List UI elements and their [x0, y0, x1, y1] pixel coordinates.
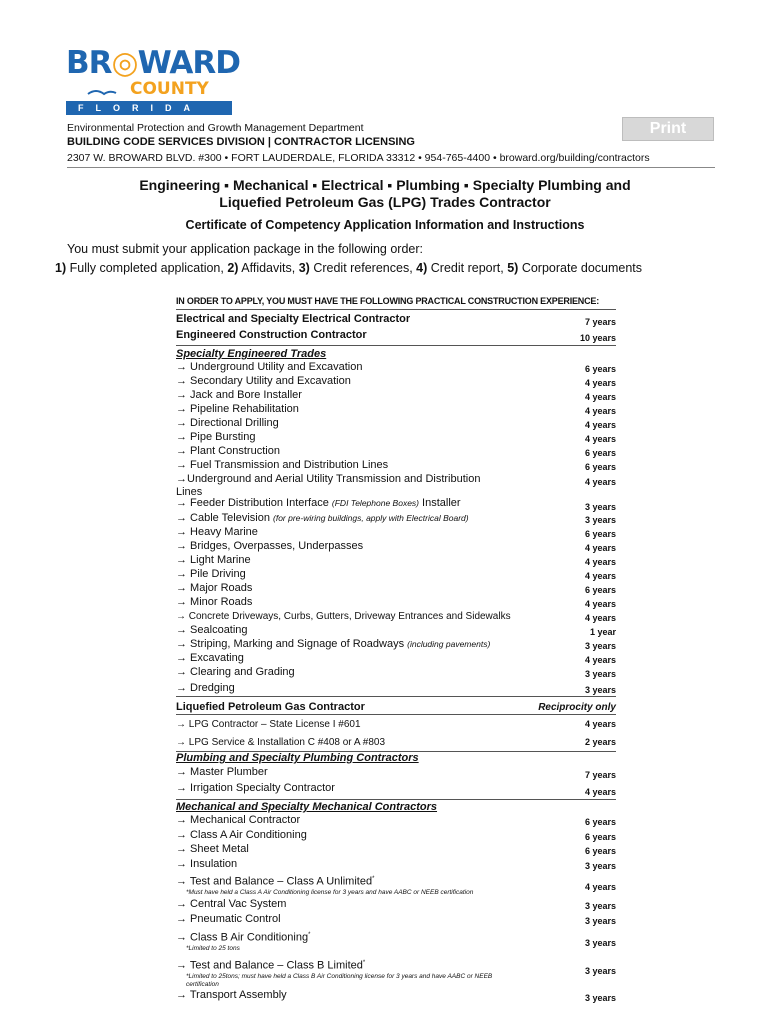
section-divider	[176, 696, 616, 697]
submission-order	[55, 261, 642, 275]
requirement-row	[176, 526, 616, 539]
requirement-note: *Limited to 25tons; must have held a Class B Air Conditioning license for 3 years and have AABC or NEEB certification	[186, 972, 493, 988]
section-divider	[176, 345, 616, 346]
requirement-label: → Underground Utility and Excavation	[176, 361, 363, 373]
section-divider	[176, 309, 616, 310]
requirement-years: 3 years	[584, 515, 616, 525]
requirement-row	[176, 638, 616, 651]
requirement-label: → Excavating	[176, 652, 244, 664]
logo-wordmark: BR◎WARD	[66, 45, 240, 81]
requirement-label: → Transport Assembly	[176, 989, 287, 1001]
requirement-row	[176, 459, 616, 472]
requirement-years: 3 years	[584, 685, 616, 695]
requirement-years: 3 years	[584, 993, 616, 1003]
requirement-years: 4 years	[584, 571, 616, 581]
requirement-years: 3 years	[584, 669, 616, 679]
requirement-label: → Central Vac System	[176, 898, 287, 910]
requirement-years: 6 years	[584, 832, 616, 842]
requirement-years: 6 years	[584, 817, 616, 827]
plumbing-heading: Plumbing and Specialty Plumbing Contractors	[176, 752, 419, 764]
requirement-row	[176, 766, 616, 779]
requirement-row	[176, 913, 616, 926]
requirement-years: 2 years	[584, 737, 616, 747]
requirement-label	[176, 512, 556, 525]
requirement-years: 3 years	[584, 502, 616, 512]
requirement-row	[176, 582, 616, 595]
requirement-text: → Feeder Distribution Interface	[176, 497, 332, 509]
requirement-label: → Jack and Bore Installer	[176, 389, 302, 401]
requirement-row	[176, 417, 616, 430]
footnote-mark: *	[308, 932, 311, 938]
requirement-years: 4 years	[584, 406, 616, 416]
requirement-row	[176, 497, 616, 510]
requirement-label: → Sheet Metal	[176, 843, 249, 855]
requirement-label: → Fuel Transmission and Distribution Lines	[176, 459, 389, 471]
requirement-row	[176, 403, 616, 416]
requirement-label: → Pile Driving	[176, 568, 246, 580]
division-name: BUILDING CODE SERVICES DIVISION | CONTRACTOR LICENSING	[67, 136, 415, 148]
requirement-label: → Minor Roads	[176, 596, 253, 608]
order-item: Credit references,	[313, 261, 413, 275]
requirement-row	[176, 858, 616, 871]
requirement-row	[176, 814, 616, 827]
lpg-heading-row	[176, 701, 616, 714]
order-num: 2)	[227, 261, 239, 275]
requirement-note: (including pavements)	[407, 639, 491, 649]
mechanical-heading: Mechanical and Specialty Mechanical Contractors	[176, 801, 438, 813]
requirement-row	[176, 718, 616, 731]
requirement-row	[176, 898, 616, 911]
requirement-note: *Must have held a Class A Air Conditioning license for 3 years and have AABC or NEEB certification	[186, 888, 474, 896]
department-name: Environmental Protection and Growth Management Department	[67, 122, 364, 134]
requirement-row	[176, 782, 616, 795]
requirement-label: → Plant Construction	[176, 445, 280, 457]
requirement-label: → Secondary Utility and Excavation	[176, 375, 351, 387]
requirement-years: 1 year	[589, 627, 616, 637]
requirement-years: 6 years	[584, 585, 616, 595]
order-num: 4)	[416, 261, 428, 275]
requirement-note: (FDI Telephone Boxes)	[331, 498, 419, 508]
requirement-label: → LPG Contractor – State License I #601	[176, 719, 361, 730]
requirement-label: →Underground and Aerial Utility Transmission and Distribution Lines	[176, 473, 481, 498]
footnote-mark: *	[362, 960, 366, 966]
requirement-row	[176, 624, 616, 637]
footnote-mark: *	[372, 876, 375, 882]
broward-county-logo	[66, 45, 240, 116]
requirement-text: → Cable Television	[176, 512, 274, 524]
page-title-line2: Liquefied Petroleum Gas (LPG) Trades Contractor	[219, 194, 551, 210]
order-num: 3)	[298, 261, 310, 275]
requirement-row	[176, 473, 616, 499]
requirement-row	[176, 596, 616, 609]
order-item: Fully completed application,	[69, 261, 224, 275]
requirement-years: 4 years	[584, 557, 616, 567]
requirement-label: Engineered Construction Contractor	[176, 329, 367, 341]
requirement-label: → Light Marine	[176, 554, 251, 566]
requirement-row	[176, 843, 616, 856]
requirement-label	[176, 957, 506, 973]
intro-text: You must submit your application package in the following order:	[67, 242, 423, 256]
requirement-label: → Major Roads	[176, 582, 253, 594]
requirement-years: 4 years	[584, 434, 616, 444]
header-divider	[67, 167, 715, 168]
section-divider	[176, 799, 616, 800]
requirement-text: → Test and Balance – Class B Limited	[176, 959, 363, 972]
requirement-years: 4 years	[584, 543, 616, 553]
requirement-years: 6 years	[584, 448, 616, 458]
requirement-years: 4 years	[584, 599, 616, 609]
requirement-row	[176, 957, 616, 989]
requirement-row	[176, 568, 616, 581]
requirement-text: → Class B Air Conditioning	[176, 931, 309, 944]
requirements-heading: IN ORDER TO APPLY, YOU MUST HAVE THE FOLLOWING PRACTICAL CONSTRUCTION EXPERIENCE:	[176, 296, 599, 306]
requirement-row	[176, 554, 616, 567]
requirement-years: 4 years	[584, 882, 616, 892]
requirement-row	[176, 682, 616, 695]
requirement-years: 6 years	[584, 462, 616, 472]
address-line: 2307 W. BROWARD BLVD. #300 • FORT LAUDERDALE, FLORIDA 33312 • 954-765-4400 • broward.org/building/contractors	[67, 152, 650, 164]
requirement-label: → LPG Service & Installation C #408 or A #803	[176, 737, 386, 748]
requirement-row	[176, 989, 616, 1002]
requirement-label	[176, 638, 556, 651]
requirement-row	[176, 929, 616, 953]
lpg-reciprocity: Reciprocity only	[538, 702, 616, 713]
page-title-line1: Engineering ▪ Mechanical ▪ Electrical ▪ Plumbing ▪ Specialty Plumbing and	[139, 177, 631, 193]
requirement-label: Electrical and Specialty Electrical Contractor	[176, 313, 411, 325]
order-item: Affidavits,	[241, 261, 296, 275]
requirement-row	[176, 313, 616, 326]
requirement-years: 4 years	[584, 655, 616, 665]
requirement-row	[176, 445, 616, 458]
requirement-label: → Master Plumber	[176, 766, 268, 778]
requirement-note: (for pre-wiring buildings, apply with Electrical Board)	[273, 513, 469, 523]
requirement-label: → Insulation	[176, 858, 238, 870]
requirement-label: → Bridges, Overpasses, Underpasses	[176, 540, 364, 552]
requirement-label: → Sealcoating	[176, 624, 248, 636]
requirement-text: → Test and Balance – Class A Unlimited	[176, 875, 373, 888]
requirement-label	[176, 497, 536, 510]
requirement-row	[176, 652, 616, 665]
requirement-years: 6 years	[584, 529, 616, 539]
logo-state: FLORIDA	[66, 101, 232, 115]
requirement-years: 4 years	[584, 378, 616, 388]
requirement-label: → Pneumatic Control	[176, 913, 281, 925]
requirement-label: → Pipe Bursting	[176, 431, 256, 443]
requirement-note: *Limited to 25 tons	[186, 944, 240, 952]
requirement-row	[176, 873, 616, 897]
requirement-row	[176, 389, 616, 402]
requirement-years: 3 years	[584, 916, 616, 926]
requirement-label: → Class A Air Conditioning	[176, 829, 307, 841]
requirement-row	[176, 512, 616, 525]
requirement-years: 10 years	[579, 333, 616, 343]
specialty-engineered-heading: Specialty Engineered Trades	[176, 348, 327, 360]
lpg-heading: Liquefied Petroleum Gas Contractor	[176, 701, 365, 713]
order-num: 5)	[507, 261, 519, 275]
requirement-row	[176, 666, 616, 679]
requirement-years: 4 years	[584, 719, 616, 729]
requirement-years: 3 years	[584, 966, 616, 976]
requirement-years: 4 years	[584, 787, 616, 797]
requirement-text: Installer	[419, 497, 461, 509]
sun-icon	[86, 78, 118, 98]
requirement-row	[176, 736, 616, 749]
requirement-label: → Concrete Driveways, Curbs, Gutters, Driveway Entrances and Sidewalks	[176, 611, 511, 622]
requirement-years: 6 years	[584, 364, 616, 374]
requirement-row	[176, 329, 616, 342]
requirement-years: 7 years	[584, 770, 616, 780]
requirement-years: 4 years	[584, 477, 616, 487]
requirement-years: 3 years	[584, 901, 616, 911]
requirement-row	[176, 361, 616, 374]
requirement-row	[176, 610, 616, 623]
page-subtitle: Certificate of Competency Application Information and Instructions	[185, 218, 585, 232]
order-item: Credit report,	[430, 261, 504, 275]
requirement-label: → Irrigation Specialty Contractor	[176, 782, 335, 794]
requirement-row	[176, 540, 616, 553]
requirement-years: 3 years	[584, 641, 616, 651]
requirement-years: 4 years	[584, 613, 616, 623]
requirement-row	[176, 431, 616, 444]
section-divider	[176, 714, 616, 715]
requirement-label: → Mechanical Contractor	[176, 814, 301, 826]
requirement-years: 4 years	[584, 392, 616, 402]
requirement-label: → Clearing and Grading	[176, 666, 295, 678]
requirement-label	[176, 873, 506, 889]
requirement-years: 3 years	[584, 938, 616, 948]
logo-county: COUNTY	[130, 79, 209, 99]
order-item: Corporate documents	[521, 261, 643, 275]
requirement-row	[176, 829, 616, 842]
requirement-text: → Striping, Marking and Signage of Roadways	[176, 638, 408, 650]
requirement-label: → Pipeline Rehabilitation	[176, 403, 299, 415]
requirement-label: → Directional Drilling	[176, 417, 279, 429]
print-button[interactable]: Print	[622, 117, 714, 141]
requirement-label: → Heavy Marine	[176, 526, 258, 538]
requirement-years: 3 years	[584, 861, 616, 871]
requirement-label: → Dredging	[176, 682, 235, 694]
requirement-years: 6 years	[584, 846, 616, 856]
requirement-years: 7 years	[584, 317, 616, 327]
requirement-years: 4 years	[584, 420, 616, 430]
requirement-label	[176, 929, 506, 945]
requirement-row	[176, 375, 616, 388]
order-num: 1)	[55, 261, 67, 275]
